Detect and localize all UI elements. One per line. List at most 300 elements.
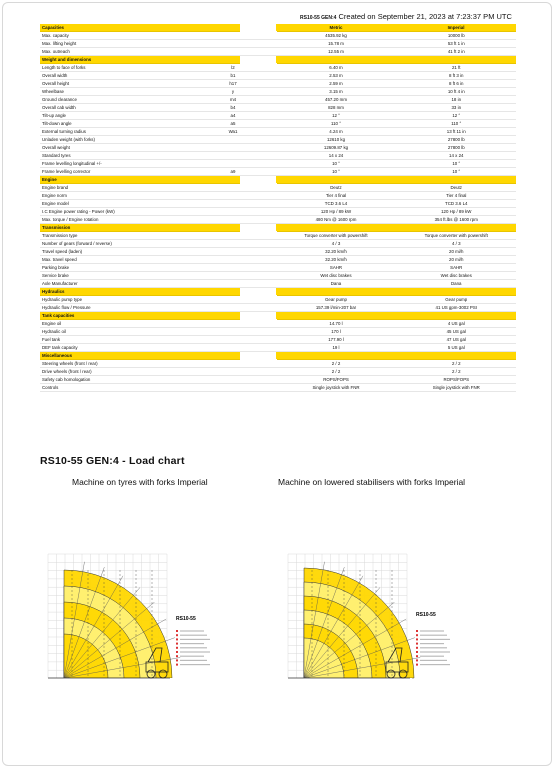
spec-gap — [240, 120, 276, 128]
section-gap — [240, 288, 276, 296]
spec-imperial-value: 18 in — [396, 96, 516, 104]
spec-row — [40, 264, 516, 272]
spec-code — [226, 216, 240, 224]
spec-code: b4 — [226, 104, 240, 112]
spec-code: a5 — [226, 120, 240, 128]
spec-table — [40, 24, 516, 392]
spec-code — [226, 192, 240, 200]
spec-label: External turning radius — [40, 128, 226, 136]
spec-metric-value: 32.20 km/h — [276, 256, 396, 264]
spec-imperial-value: 120 Hp / 89 kW — [396, 208, 516, 216]
spec-imperial-value: Torque converter with powershift — [396, 232, 516, 240]
spec-metric-value: 12609.87 kg — [276, 144, 396, 152]
spec-gap — [240, 272, 276, 280]
load-chart-title: RS10-55 GEN:4 - Load chart — [40, 455, 185, 467]
spec-metric-value: Dana — [276, 280, 396, 288]
legend-marker — [416, 634, 418, 636]
spec-code — [226, 296, 240, 304]
spec-gap — [240, 344, 276, 352]
spec-metric-value: 10 ° — [276, 160, 396, 168]
spec-gap — [240, 144, 276, 152]
section-header-row — [40, 224, 516, 232]
spec-gap — [240, 296, 276, 304]
spec-code: b1 — [226, 72, 240, 80]
spec-gap — [240, 200, 276, 208]
spec-label: Engine model — [40, 200, 226, 208]
spec-label: Frame levelling corrector — [40, 168, 226, 176]
spec-row — [40, 320, 516, 328]
spec-metric-value: Tier 4 final — [276, 192, 396, 200]
spec-metric-value: 2 / 2 — [276, 360, 396, 368]
spec-metric-value: 457.20 mm — [276, 96, 396, 104]
legend-marker — [176, 664, 178, 666]
spec-metric-value: 12610 kg — [276, 136, 396, 144]
spec-label: Steering wheels (front / rear) — [40, 360, 226, 368]
legend-entry — [420, 664, 450, 665]
load-chart-tyres — [42, 550, 277, 720]
spec-metric-value: Deutz — [276, 184, 396, 192]
legend-entry — [420, 635, 447, 636]
spec-imperial-value: 10 ft 4 in — [396, 88, 516, 96]
load-chart-stabilisers-svg — [282, 550, 517, 720]
spec-gap — [240, 192, 276, 200]
spec-imperial-value: Dana — [396, 280, 516, 288]
legend-marker — [416, 638, 418, 640]
spec-metric-value: 177.90 l — [276, 336, 396, 344]
legend-entry — [180, 630, 204, 631]
legend-marker — [176, 655, 178, 657]
spec-label: Unladen weight (with forks) — [40, 136, 226, 144]
spec-code: a9 — [226, 168, 240, 176]
legend-entry — [420, 651, 450, 652]
spec-gap — [240, 184, 276, 192]
legend-marker — [176, 647, 178, 649]
spec-code — [226, 208, 240, 216]
spec-row — [40, 192, 516, 200]
spec-metric-value: 10 ° — [276, 168, 396, 176]
section-gap — [240, 56, 276, 64]
spec-gap — [240, 376, 276, 384]
spec-code: Wa1 — [226, 128, 240, 136]
spec-gap — [240, 40, 276, 48]
spec-imperial-value: 10 ° — [396, 168, 516, 176]
spec-metric-value: 2 / 2 — [276, 368, 396, 376]
spec-row — [40, 248, 516, 256]
spec-metric-value: 14.70 l — [276, 320, 396, 328]
spec-label: Tilt-down angle — [40, 120, 226, 128]
metric-column-header — [276, 312, 396, 320]
spec-metric-value: 2.53 m — [276, 72, 396, 80]
spec-gap — [240, 104, 276, 112]
spec-label: Overall cab width — [40, 104, 226, 112]
spec-imperial-value: 8 ft 6 in — [396, 80, 516, 88]
section-gap — [240, 312, 276, 320]
spec-metric-value: 828 mm — [276, 104, 396, 112]
spec-gap — [240, 152, 276, 160]
spec-gap — [240, 96, 276, 104]
section-header-row — [40, 288, 516, 296]
spec-imperial-value: 2 / 2 — [396, 360, 516, 368]
spec-label: Max. travel speed — [40, 256, 226, 264]
spec-imperial-value: 20 mi/h — [396, 248, 516, 256]
ground-mask — [282, 678, 412, 720]
spec-label: Travel speed (laden) — [40, 248, 226, 256]
legend-entry — [180, 656, 204, 657]
spec-label: Overall weight — [40, 144, 226, 152]
metric-column-header — [276, 352, 396, 360]
spec-code — [226, 320, 240, 328]
spec-metric-value: ROPS/FOPS — [276, 376, 396, 384]
spec-row — [40, 376, 516, 384]
legend-marker — [176, 638, 178, 640]
spec-imperial-value: Tier 4 final — [396, 192, 516, 200]
spec-gap — [240, 216, 276, 224]
spec-label: Axle Manufacturer — [40, 280, 226, 288]
imperial-column-header — [396, 288, 516, 296]
spec-gap — [240, 360, 276, 368]
spec-label: Transmission type — [40, 232, 226, 240]
spec-code — [226, 264, 240, 272]
legend-marker — [416, 659, 418, 661]
spec-label: Max. capacity — [40, 32, 226, 40]
right-chart-title: Machine on lowered stabilisers with forks Imperial — [278, 477, 466, 487]
spec-label: Engine brand — [40, 184, 226, 192]
spec-metric-value: TCD 3.6 L4 — [276, 200, 396, 208]
spec-imperial-value: 10 ° — [396, 160, 516, 168]
metric-column-header — [276, 224, 396, 232]
spec-imperial-value: 21 ft — [396, 64, 516, 72]
spec-label: Drive wheels (front / rear) — [40, 368, 226, 376]
spec-label: Safety cab homologation — [40, 376, 226, 384]
spec-label: Service brake — [40, 272, 226, 280]
spec-code — [226, 240, 240, 248]
section-title: Engine — [40, 176, 226, 184]
spec-row — [40, 128, 516, 136]
spec-code — [226, 184, 240, 192]
legend-entry — [180, 660, 207, 661]
spec-metric-value: 32.20 km/h — [276, 248, 396, 256]
metric-column-header — [276, 176, 396, 184]
section-spacer — [226, 352, 240, 360]
spec-label: DEF tank capacity — [40, 344, 226, 352]
spec-metric-value: 12 ° — [276, 112, 396, 120]
spec-code — [226, 376, 240, 384]
section-spacer — [226, 288, 240, 296]
spec-row — [40, 336, 516, 344]
legend-entry — [180, 651, 210, 652]
spec-label: Parking brake — [40, 264, 226, 272]
legend-entry — [180, 635, 207, 636]
section-spacer — [226, 176, 240, 184]
spec-imperial-value: 4 / 3 — [396, 240, 516, 248]
spec-label: Number of gears (forward / reverse) — [40, 240, 226, 248]
spec-metric-value: 14 x 24 — [276, 152, 396, 160]
spec-gap — [240, 168, 276, 176]
spec-label: Engine oil — [40, 320, 226, 328]
spec-row — [40, 360, 516, 368]
section-header-row — [40, 176, 516, 184]
legend-marker — [416, 664, 418, 666]
spec-metric-value: 4.24 m — [276, 128, 396, 136]
spec-gap — [240, 232, 276, 240]
spec-label: Standard tyres — [40, 152, 226, 160]
legend-marker — [176, 634, 178, 636]
spec-code — [226, 280, 240, 288]
spec-metric-value: 4535.92 kg — [276, 32, 396, 40]
spec-row — [40, 152, 516, 160]
spec-code — [226, 32, 240, 40]
spec-gap — [240, 368, 276, 376]
spec-imperial-value: 10000 lb — [396, 32, 516, 40]
spec-imperial-value: 14 x 24 — [396, 152, 516, 160]
spec-gap — [240, 320, 276, 328]
legend-marker — [176, 659, 178, 661]
chart-model-label: RS10-55 — [416, 612, 436, 618]
spec-code — [226, 304, 240, 312]
spec-row — [40, 64, 516, 72]
spec-gap — [240, 328, 276, 336]
spec-gap — [240, 160, 276, 168]
spec-imperial-value: 41 US gpm-3002 PSI — [396, 304, 516, 312]
spec-gap — [240, 128, 276, 136]
spec-metric-value: 6.40 m — [276, 64, 396, 72]
spec-code — [226, 344, 240, 352]
spec-gap — [240, 384, 276, 392]
spec-code: y — [226, 88, 240, 96]
spec-code — [226, 136, 240, 144]
section-header-row — [40, 24, 516, 32]
spec-gap — [240, 208, 276, 216]
spec-metric-value: 120 Hp / 89 kW — [276, 208, 396, 216]
spec-imperial-value: 41 ft 2 in — [396, 48, 516, 56]
spec-label: I.C Engine power rating - Power (kW) — [40, 208, 226, 216]
spec-code — [226, 336, 240, 344]
spec-code — [226, 248, 240, 256]
spec-row — [40, 120, 516, 128]
spec-metric-value: 2.59 m — [276, 80, 396, 88]
spec-gap — [240, 88, 276, 96]
spec-gap — [240, 80, 276, 88]
section-title: Hydraulics — [40, 288, 226, 296]
spec-label: Tilt-up angle — [40, 112, 226, 120]
spec-row — [40, 200, 516, 208]
section-gap — [240, 224, 276, 232]
spec-code — [226, 48, 240, 56]
spec-imperial-value: SAHR — [396, 264, 516, 272]
spec-row — [40, 48, 516, 56]
spec-imperial-value: 20 mi/h — [396, 256, 516, 264]
spec-metric-value: 3.15 m — [276, 88, 396, 96]
section-title: Tank capacities — [40, 312, 226, 320]
section-title: Weight and dimensions — [40, 56, 226, 64]
spec-imperial-value: 27800 lb — [396, 144, 516, 152]
imperial-column-header: Imperial — [396, 24, 516, 32]
spec-row — [40, 328, 516, 336]
spec-gap — [240, 280, 276, 288]
spec-code — [226, 328, 240, 336]
spec-imperial-value: Wet disc brakes — [396, 272, 516, 280]
section-gap — [240, 352, 276, 360]
spec-row — [40, 160, 516, 168]
section-header-row — [40, 56, 516, 64]
spec-metric-value: 110 ° — [276, 120, 396, 128]
spec-metric-value: Single joystick with FNR — [276, 384, 396, 392]
spec-gap — [240, 136, 276, 144]
spec-label: Overall width — [40, 72, 226, 80]
spec-row — [40, 72, 516, 80]
legend-entry — [420, 660, 447, 661]
spec-row — [40, 168, 516, 176]
spec-imperial-value: Single joystick with FNR — [396, 384, 516, 392]
document-header — [300, 12, 530, 21]
spec-imperial-value: Gear pump — [396, 296, 516, 304]
spec-code — [226, 144, 240, 152]
spec-code — [226, 256, 240, 264]
legend-marker — [416, 647, 418, 649]
metric-column-header: Metric — [276, 24, 396, 32]
legend-entry — [180, 647, 207, 648]
spec-row — [40, 280, 516, 288]
spec-row — [40, 40, 516, 48]
created-timestamp: Created on September 21, 2023 at 7:23:37 PM UTC — [338, 12, 512, 21]
spec-gap — [240, 264, 276, 272]
spec-imperial-value: 2 / 2 — [396, 368, 516, 376]
section-header-row — [40, 312, 516, 320]
spec-gap — [240, 32, 276, 40]
imperial-column-header — [396, 176, 516, 184]
spec-metric-value: 12.55 m — [276, 48, 396, 56]
spec-metric-value: Gear pump — [276, 296, 396, 304]
legend-entry — [420, 643, 444, 644]
spec-gap — [240, 72, 276, 80]
spec-metric-value: Wet disc brakes — [276, 272, 396, 280]
spec-imperial-value: ROPS/FOPS — [396, 376, 516, 384]
spec-gap — [240, 256, 276, 264]
spec-label: Controls — [40, 384, 226, 392]
imperial-column-header — [396, 312, 516, 320]
spec-imperial-value: 110 ° — [396, 120, 516, 128]
spec-row — [40, 104, 516, 112]
spec-imperial-value: 33 in — [396, 104, 516, 112]
spec-row — [40, 32, 516, 40]
spec-row — [40, 384, 516, 392]
legend-entry — [420, 630, 444, 631]
spec-imperial-value: 5 US gal — [396, 344, 516, 352]
section-spacer — [226, 312, 240, 320]
spec-label: Wheelbase — [40, 88, 226, 96]
spec-imperial-value: 8 ft 3 in — [396, 72, 516, 80]
spec-imperial-value: 45 US gal — [396, 328, 516, 336]
spec-row — [40, 232, 516, 240]
imperial-column-header — [396, 352, 516, 360]
spec-imperial-value: TCD 3.6 L4 — [396, 200, 516, 208]
spec-label: Hydraulic oil — [40, 328, 226, 336]
spec-imperial-value: 27800 lb — [396, 136, 516, 144]
spec-code — [226, 160, 240, 168]
spec-row — [40, 208, 516, 216]
spec-row — [40, 304, 516, 312]
spec-label: Length to face of forks — [40, 64, 226, 72]
spec-row — [40, 272, 516, 280]
spec-gap — [240, 304, 276, 312]
spec-imperial-value: 53 ft 1 in — [396, 40, 516, 48]
section-title: Transmission — [40, 224, 226, 232]
spec-imperial-value: 4 US gal — [396, 320, 516, 328]
legend-marker — [176, 643, 178, 645]
spec-row — [40, 112, 516, 120]
legend-entry — [180, 643, 204, 644]
section-spacer — [226, 56, 240, 64]
section-title: Capacities — [40, 24, 226, 32]
spec-code — [226, 360, 240, 368]
section-header-row — [40, 352, 516, 360]
legend-entry — [420, 656, 444, 657]
spec-label: Ground clearance — [40, 96, 226, 104]
spec-row — [40, 296, 516, 304]
imperial-column-header — [396, 56, 516, 64]
legend-entry — [420, 647, 447, 648]
spec-label: Overall height — [40, 80, 226, 88]
legend-entry — [420, 639, 450, 640]
spec-row — [40, 184, 516, 192]
spec-row — [40, 80, 516, 88]
spec-imperial-value: Deutz — [396, 184, 516, 192]
load-chart-tyres-svg — [42, 550, 277, 720]
spec-metric-value: 19 l — [276, 344, 396, 352]
spec-imperial-value: 47 US gal — [396, 336, 516, 344]
spec-label: Max. torque / Engine rotation — [40, 216, 226, 224]
spec-imperial-value: 354 ft.lbs @ 1600 rpm — [396, 216, 516, 224]
ground-mask — [42, 678, 172, 720]
legend-marker — [416, 651, 418, 653]
legend-marker — [416, 630, 418, 632]
section-title: Miscellaneous — [40, 352, 226, 360]
legend-marker — [416, 643, 418, 645]
spec-gap — [240, 48, 276, 56]
spec-label: Engine norm — [40, 192, 226, 200]
spec-gap — [240, 248, 276, 256]
legend-marker — [176, 630, 178, 632]
spec-metric-value: 4 / 3 — [276, 240, 396, 248]
spec-code: h17 — [226, 80, 240, 88]
spec-row — [40, 240, 516, 248]
spec-row — [40, 96, 516, 104]
section-spacer — [226, 24, 240, 32]
section-spacer — [226, 224, 240, 232]
legend-entry — [180, 664, 210, 665]
spec-code — [226, 368, 240, 376]
spec-code — [226, 40, 240, 48]
spec-row — [40, 256, 516, 264]
spec-row — [40, 144, 516, 152]
spec-label: Frame levelling longitudinal +/- — [40, 160, 226, 168]
spec-imperial-value: 12 ° — [396, 112, 516, 120]
spec-code — [226, 200, 240, 208]
legend-marker — [416, 655, 418, 657]
spec-label: Hydraulic pump type — [40, 296, 226, 304]
spec-row — [40, 216, 516, 224]
spec-code — [226, 384, 240, 392]
spec-code: l2 — [226, 64, 240, 72]
spec-row — [40, 344, 516, 352]
spec-code — [226, 232, 240, 240]
spec-row — [40, 88, 516, 96]
spec-code: m4 — [226, 96, 240, 104]
spec-metric-value: Torque converter with powershift — [276, 232, 396, 240]
spec-gap — [240, 240, 276, 248]
spec-metric-value: 480 Nm @ 1600 rpm — [276, 216, 396, 224]
legend-marker — [176, 651, 178, 653]
